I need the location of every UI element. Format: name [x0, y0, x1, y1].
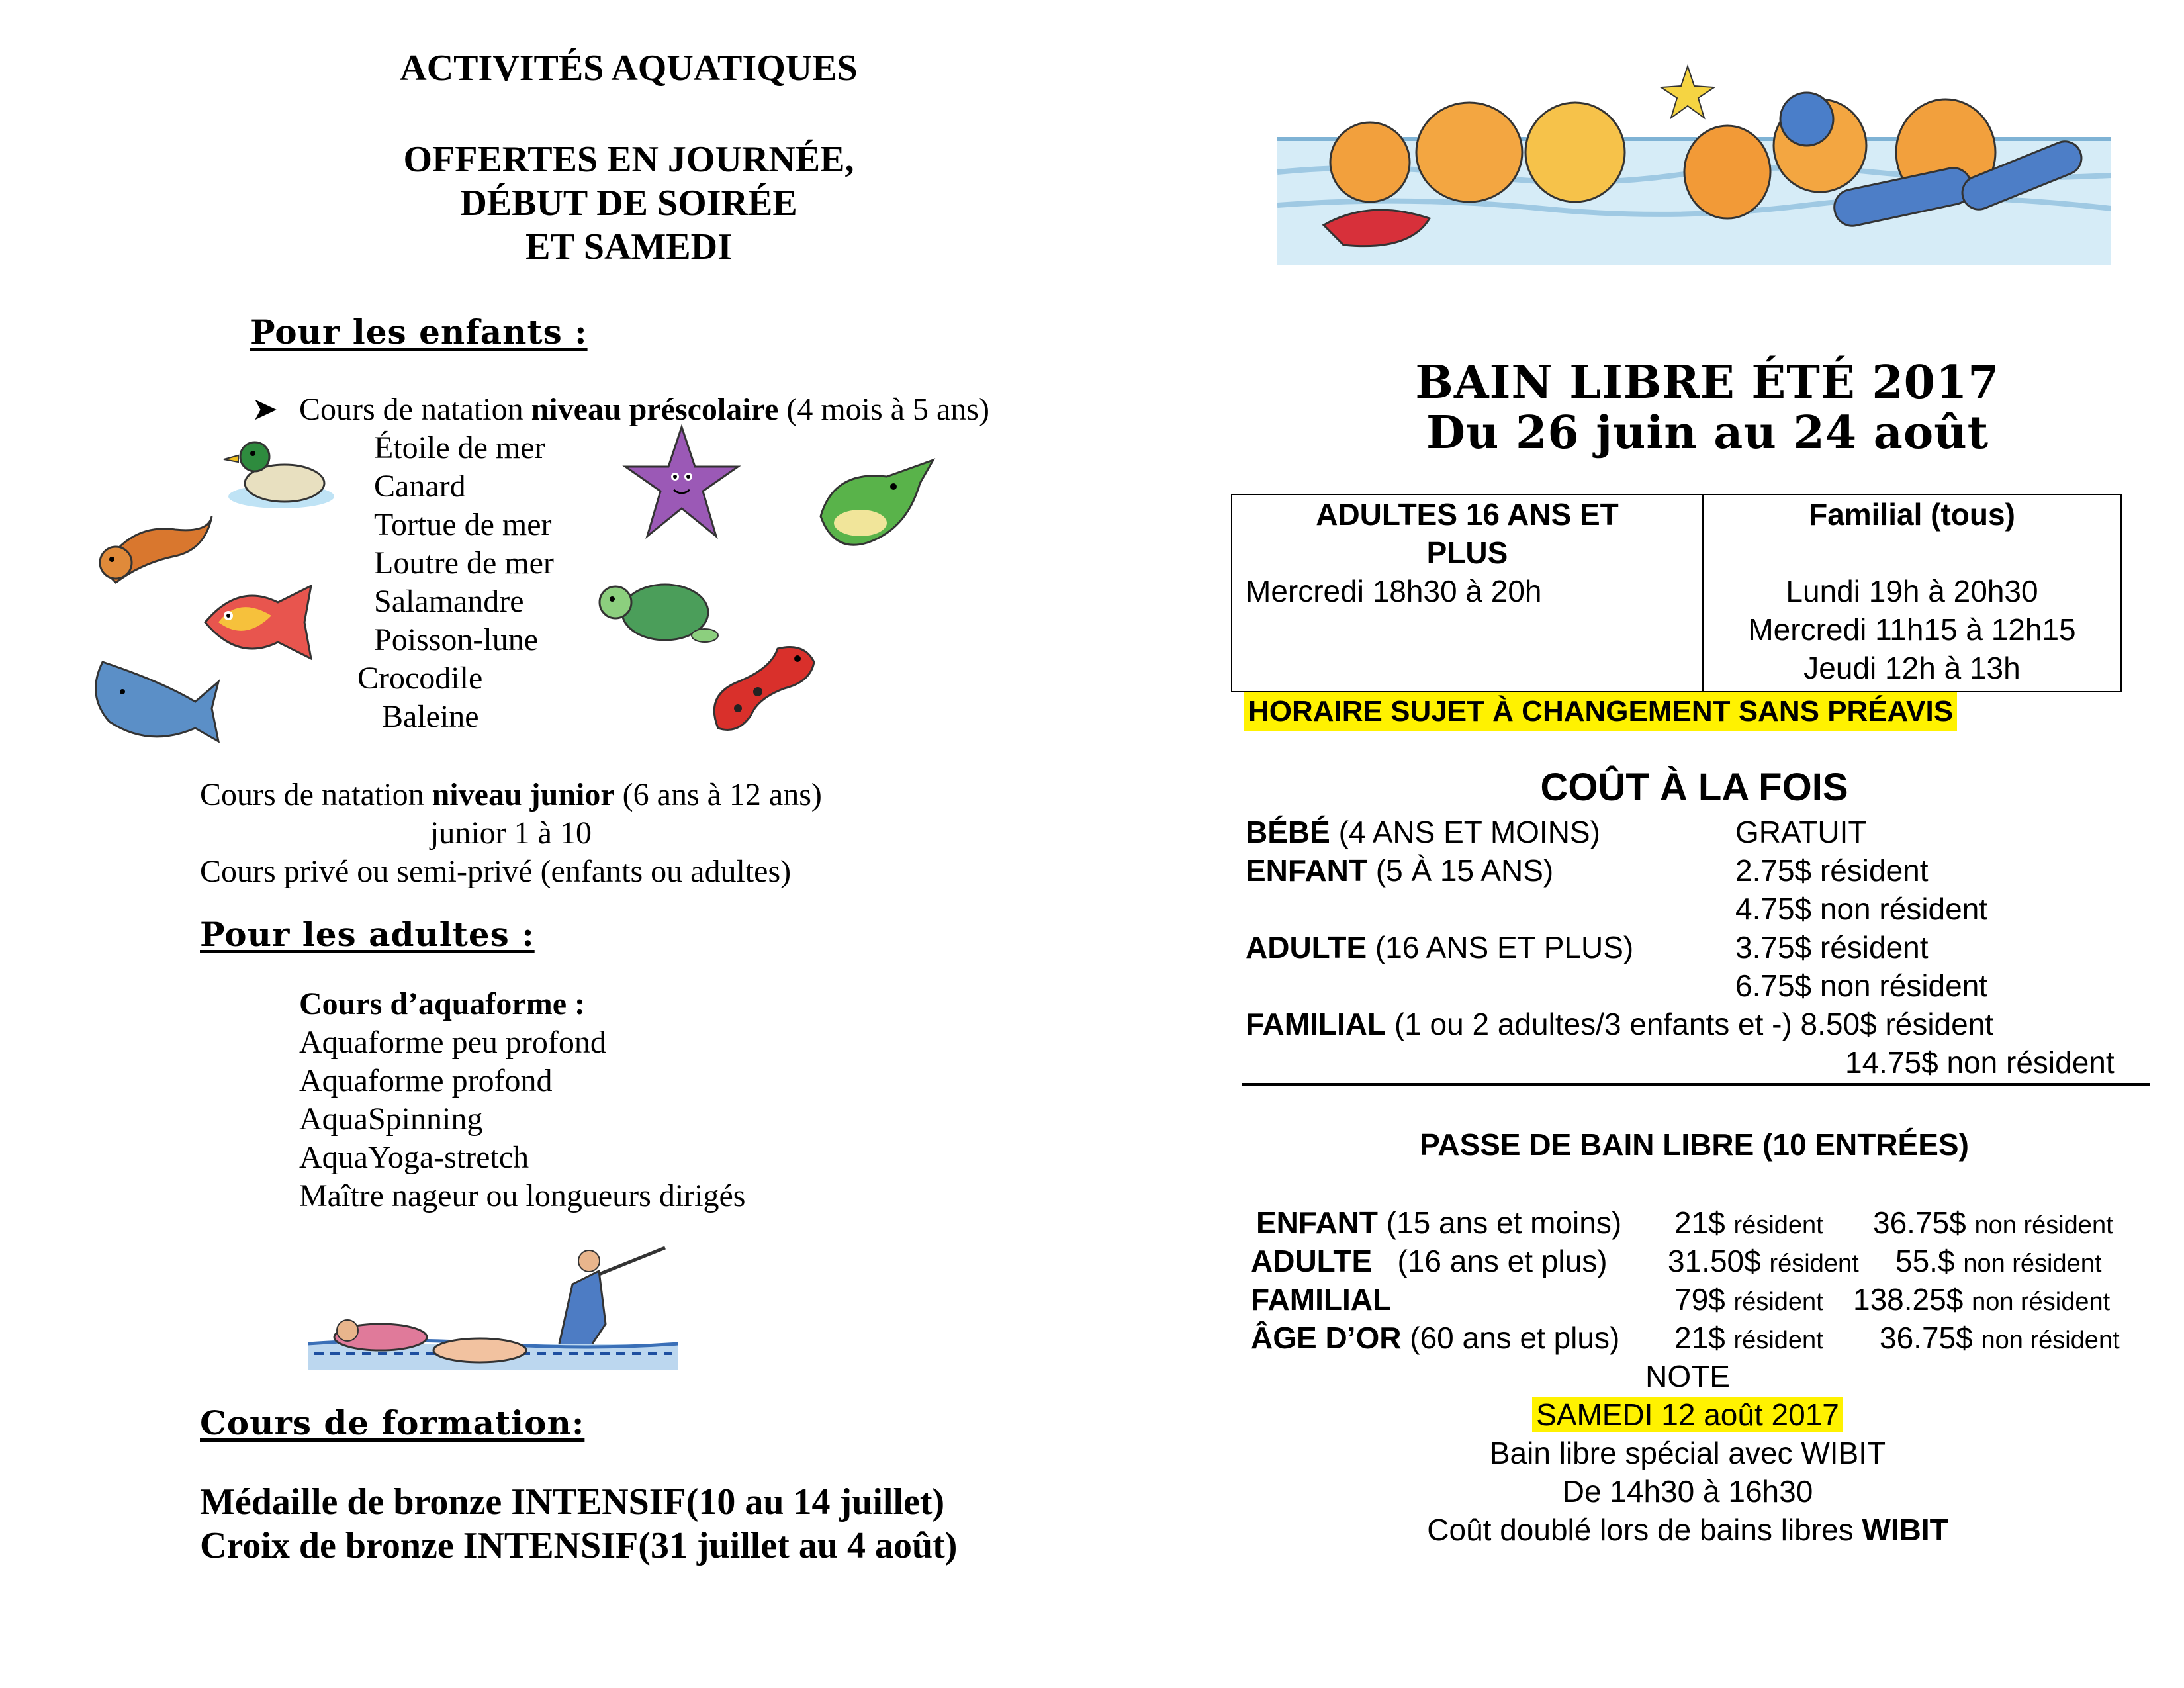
preschool-prefix: Cours de natation — [299, 392, 531, 427]
pass-row-label — [1251, 1242, 1608, 1280]
pass-row-label — [1251, 1319, 1619, 1357]
training-item: Croix de bronze INTENSIF(31 juillet au 4 août) — [200, 1525, 958, 1566]
junior-age: (6 ans à 12 ans) — [614, 777, 822, 812]
note-date: SAMEDI 12 août 2017 — [1532, 1397, 1843, 1432]
category: ENFANT — [1246, 853, 1367, 888]
level-item: Crocodile — [357, 661, 483, 696]
adults-heading: Pour les adultes : — [200, 915, 535, 954]
level-item: Salamandre — [374, 584, 524, 619]
free-swim-title — [1244, 357, 2171, 458]
pass-heading: PASSE DE BAIN LIBRE (10 ENTRÉES) — [1420, 1127, 1969, 1162]
list-item: AquaSpinning — [299, 1102, 483, 1137]
training-list — [200, 1480, 957, 1568]
schedule-time: Mercredi 11h15 à 12h15 — [1748, 612, 2076, 647]
schedule-table — [1231, 494, 2122, 692]
note-line: Bain libre spécial avec WIBIT — [1489, 1436, 1886, 1470]
category-age: (15 ans et moins) — [1378, 1205, 1622, 1240]
subtitle-line: ET SAMEDI — [525, 226, 732, 267]
training-heading: Cours de formation: — [200, 1403, 585, 1442]
level-item: Tortue de mer — [374, 507, 552, 542]
category-age: (60 ans et plus) — [1401, 1321, 1620, 1355]
junior-level: niveau junior — [432, 777, 615, 812]
subtitle-line: OFFERTES EN JOURNÉE, — [403, 139, 854, 180]
category-age: (5 À 15 ANS) — [1367, 853, 1554, 888]
cost-row-family — [1246, 1005, 1993, 1043]
cost-price: 14.75$ non résident — [1845, 1045, 2115, 1080]
category: ENFANT — [1256, 1205, 1378, 1240]
cost-row — [1246, 928, 1633, 966]
pass-resident: 79$ résident — [1674, 1282, 1823, 1317]
level-item: Canard — [374, 469, 466, 504]
family-schedule-cell — [1703, 494, 2121, 692]
level-item: Loutre de mer — [374, 545, 554, 581]
pool-banner-illustration — [1277, 40, 2111, 265]
section-divider — [1242, 1083, 2150, 1086]
schedule-notice: HORAIRE SUJET À CHANGEMENT SANS PRÉAVIS — [1244, 692, 1957, 731]
family-schedule-header: Familial (tous) — [1809, 497, 2015, 532]
list-item: Aquaforme profond — [299, 1063, 553, 1098]
salamander-icon — [698, 635, 831, 741]
category: FAMILIAL — [1251, 1282, 1392, 1317]
adult-schedule-cell — [1232, 494, 1703, 692]
category-age: (4 ANS ET MOINS) — [1330, 815, 1600, 849]
pass-resident: 21$ résident — [1674, 1321, 1823, 1355]
note-label: NOTE — [1645, 1359, 1730, 1393]
category: ADULTE — [1246, 930, 1367, 964]
cost-price: 6.75$ non résident — [1735, 968, 1988, 1003]
title-line: BAIN LIBRE ÉTÉ 2017 — [1415, 356, 2000, 409]
level-item: Baleine — [382, 699, 479, 734]
category: FAMILIAL — [1246, 1007, 1387, 1041]
adult-schedule-header: ADULTES 16 ANS ET PLUS — [1316, 497, 1619, 570]
schedule-time: Lundi 19h à 20h30 — [1786, 574, 2038, 608]
pass-resident: 31.50$ résident — [1668, 1244, 1859, 1278]
pass-nonresident: 138.25$ non résident — [1853, 1282, 2111, 1317]
bullet-arrow-icon: ➤ — [251, 392, 279, 427]
level-item: Étoile de mer — [374, 430, 545, 465]
starfish-icon — [622, 424, 741, 543]
cost-row — [1246, 851, 1553, 890]
list-item: AquaYoga-stretch — [299, 1140, 529, 1175]
cost-price: 2.75$ résident — [1735, 853, 1929, 888]
training-item: Médaille de bronze INTENSIF(10 au 14 juillet) — [200, 1481, 945, 1523]
preschool-line — [251, 391, 989, 429]
crocodile-icon — [807, 450, 940, 563]
private-lessons: Cours privé ou semi-privé (enfants ou adultes) — [200, 854, 792, 889]
note-line: De 14h30 à 16h30 — [1562, 1474, 1813, 1509]
pass-row-label — [1251, 1280, 1391, 1319]
category-age: (16 ANS ET PLUS) — [1367, 930, 1634, 964]
pass-nonresident: 55.$ non résident — [1895, 1244, 2102, 1278]
schedule-time: Jeudi 12h à 13h — [1803, 651, 2021, 685]
schedule-time: Mercredi 18h30 à 20h — [1246, 574, 1542, 608]
aquaforme-list — [299, 985, 745, 1215]
pass-nonresident: 36.75$ non résident — [1873, 1205, 2113, 1240]
preschool-age: (4 mois à 5 ans) — [778, 392, 989, 427]
cost-row — [1246, 813, 1600, 851]
pass-resident: 21$ résident — [1674, 1205, 1823, 1240]
cost-price: 3.75$ résident — [1735, 930, 1929, 964]
level-item: Poisson-lune — [374, 622, 539, 657]
note-line: Coût doublé lors de bains libres WIBIT — [1427, 1513, 1948, 1547]
category: ÂGE D’OR — [1251, 1321, 1402, 1355]
junior-prefix: Cours de natation — [200, 777, 432, 812]
left-title: ACTIVITÉS AQUATIQUES — [400, 48, 858, 89]
whale-icon — [83, 635, 222, 748]
list-item: Maître nageur ou longueurs dirigés — [299, 1178, 746, 1213]
preschool-levels — [357, 429, 554, 736]
left-subtitle — [278, 138, 979, 269]
category: ADULTE — [1251, 1244, 1373, 1278]
special-note — [1244, 1357, 2131, 1549]
pass-row-label — [1256, 1203, 1621, 1242]
cost-heading: COÛT À LA FOIS — [1540, 766, 1848, 809]
category-age: (1 ou 2 adultes/3 enfants et -) 8.50$ résident — [1386, 1007, 1994, 1041]
junior-levels: junior 1 à 10 — [430, 816, 592, 851]
title-line: Du 26 juin au 24 août — [1426, 406, 1989, 459]
category: BÉBÉ — [1246, 815, 1330, 849]
aquaforme-subheading: Cours d’aquaforme : — [299, 986, 585, 1021]
cost-price: GRATUIT — [1735, 815, 1867, 849]
cost-price: 4.75$ non résident — [1735, 892, 1988, 926]
duck-icon — [218, 430, 344, 516]
category-age: (16 ans et plus) — [1372, 1244, 1608, 1278]
swimmers-illustration — [308, 1244, 678, 1390]
list-item: Aquaforme peu profond — [299, 1025, 606, 1060]
kids-heading: Pour les enfants : — [250, 312, 588, 352]
pass-nonresident: 36.75$ non résident — [1880, 1321, 2120, 1355]
subtitle-line: DÉBUT DE SOIRÉE — [460, 183, 797, 224]
junior-line — [200, 776, 822, 814]
preschool-level: niveau préscolaire — [531, 392, 779, 427]
